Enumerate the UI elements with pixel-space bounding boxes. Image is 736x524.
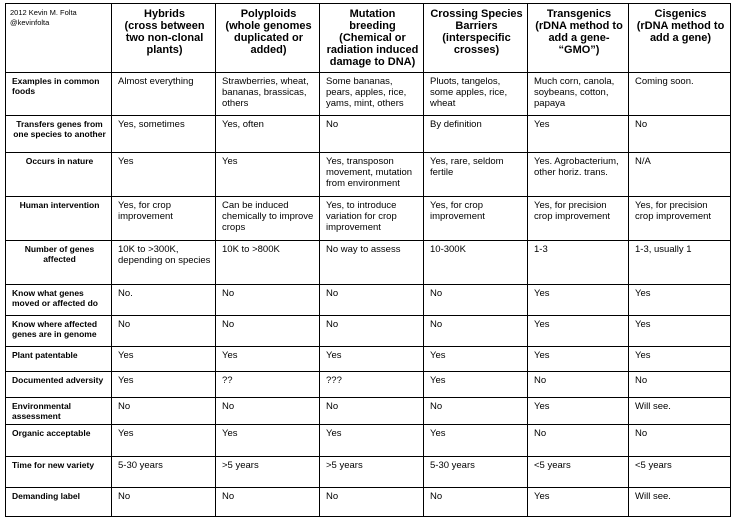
table-cell: >5 years <box>216 457 320 488</box>
table-cell: No <box>629 116 731 153</box>
table-cell: 10K to >800K <box>216 241 320 285</box>
table-cell: Yes <box>216 424 320 457</box>
table-cell: No <box>216 285 320 316</box>
table-cell: No <box>320 116 424 153</box>
table-cell: No <box>112 397 216 424</box>
row-label: Number of genes affected <box>6 241 112 285</box>
row-transfers-genes <box>6 116 731 153</box>
column-subtitle: (rDNA method to add a gene) <box>636 20 725 44</box>
table-cell: Yes <box>424 346 528 372</box>
table-cell: 10-300K <box>424 241 528 285</box>
row-label: Occurs in nature <box>6 152 112 196</box>
column-subtitle: (rDNA method to add a gene- “GMO”) <box>535 20 623 56</box>
table-cell: Yes <box>528 346 629 372</box>
table-cell: Yes <box>112 346 216 372</box>
column-title: Polyploids <box>240 8 297 20</box>
table-cell: Yes, for precision crop improvement <box>629 197 731 241</box>
row-label: Organic acceptable <box>6 424 112 457</box>
table-cell: <5 years <box>629 457 731 488</box>
author-year-name: 2012 Kevin M. Folta <box>10 8 77 17</box>
table-cell: Will see. <box>629 397 731 424</box>
table-cell: No <box>320 397 424 424</box>
row-plant-patentable <box>6 346 731 372</box>
table-cell: Yes, transposon movement, mutation from environment <box>320 152 424 196</box>
table-cell: No <box>629 424 731 457</box>
table-cell: No <box>320 315 424 346</box>
table-cell: No <box>424 488 528 517</box>
row-environmental-assessment <box>6 397 731 424</box>
table-cell: Yes <box>424 372 528 398</box>
table-cell: Yes <box>320 424 424 457</box>
row-label: Plant patentable <box>6 346 112 372</box>
row-know-where-genes <box>6 315 731 346</box>
row-label: Time for new variety <box>6 457 112 488</box>
table-cell: Yes <box>216 346 320 372</box>
row-number-of-genes <box>6 241 731 285</box>
table-cell: Yes <box>112 372 216 398</box>
table-cell: Yes <box>216 152 320 196</box>
table-cell: Yes <box>424 424 528 457</box>
row-time-for-new-variety <box>6 457 731 488</box>
column-subtitle: (Chemical or radiation induced damage to DNA) <box>326 32 419 68</box>
row-know-what-genes <box>6 285 731 316</box>
column-title: Hybrids <box>144 8 185 20</box>
column-subtitle: (interspecific crosses) <box>442 32 511 56</box>
comparison-table <box>5 3 731 517</box>
table-cell: Strawberries, wheat, bananas, brassicas, others <box>216 73 320 116</box>
table-cell: Yes, rare, seldom fertile <box>424 152 528 196</box>
row-organic-acceptable <box>6 424 731 457</box>
table-cell: Yes <box>320 346 424 372</box>
table-cell: Yes, sometimes <box>112 116 216 153</box>
table-cell: Coming soon. <box>629 73 731 116</box>
table-cell: 1-3, usually 1 <box>629 241 731 285</box>
table-cell: Yes <box>112 152 216 196</box>
table-cell: Yes <box>528 397 629 424</box>
table-cell: Yes, to introduce variation for crop improvement <box>320 197 424 241</box>
row-human-intervention <box>6 197 731 241</box>
column-header-polyploids <box>216 4 320 73</box>
table-cell: No way to assess <box>320 241 424 285</box>
table-cell: Yes <box>528 285 629 316</box>
row-examples <box>6 73 731 116</box>
row-demanding-label <box>6 488 731 517</box>
author-credit <box>6 4 112 73</box>
table-cell: Yes, for crop improvement <box>424 197 528 241</box>
table-cell: No <box>216 315 320 346</box>
column-header-crossing-species <box>424 4 528 73</box>
table-cell: No <box>424 397 528 424</box>
table-cell: No. <box>112 285 216 316</box>
table-cell: Yes <box>528 488 629 517</box>
table-cell: No <box>528 372 629 398</box>
table-cell: Almost everything <box>112 73 216 116</box>
table-cell: No <box>216 488 320 517</box>
row-label: Know what genes moved or affected do <box>6 285 112 316</box>
table-cell: >5 years <box>320 457 424 488</box>
table-cell: No <box>320 488 424 517</box>
table-cell: ??? <box>320 372 424 398</box>
table-cell: 5-30 years <box>112 457 216 488</box>
column-title: Crossing Species Barriers <box>430 8 523 32</box>
column-header-transgenics <box>528 4 629 73</box>
table-cell: Yes <box>112 424 216 457</box>
table-cell: Much corn, canola, soybeans, cotton, papaya <box>528 73 629 116</box>
table-cell: Yes. Agrobacterium, other horiz. trans. <box>528 152 629 196</box>
table-cell: Yes <box>629 285 731 316</box>
table-cell: Can be induced chemically to improve crops <box>216 197 320 241</box>
table-cell: No <box>424 285 528 316</box>
table-cell: N/A <box>629 152 731 196</box>
row-label: Documented adversity <box>6 372 112 398</box>
row-label: Demanding label <box>6 488 112 517</box>
table-cell: Will see. <box>629 488 731 517</box>
table-cell: No <box>216 397 320 424</box>
table-cell: <5 years <box>528 457 629 488</box>
column-title: Transgenics <box>546 8 612 20</box>
table-cell: No <box>424 315 528 346</box>
header-row <box>6 4 731 73</box>
table-cell: Yes <box>528 116 629 153</box>
column-title: Cisgenics <box>654 8 707 20</box>
row-occurs-in-nature <box>6 152 731 196</box>
column-title: Mutation breeding <box>349 8 396 32</box>
table-cell: Yes, for crop improvement <box>112 197 216 241</box>
table-cell: Pluots, tangelos, some apples, rice, wheat <box>424 73 528 116</box>
table-cell: No <box>629 372 731 398</box>
row-label: Examples in common foods <box>6 73 112 116</box>
table-cell: ?? <box>216 372 320 398</box>
table-cell: 1-3 <box>528 241 629 285</box>
row-documented-adversity <box>6 372 731 398</box>
table-cell: By definition <box>424 116 528 153</box>
author-handle: @kevinfolta <box>10 18 50 27</box>
row-label: Know where affected genes are in genome <box>6 315 112 346</box>
row-label: Transfers genes from one species to another <box>6 116 112 153</box>
column-header-hybrids <box>112 4 216 73</box>
table-cell: No <box>112 315 216 346</box>
table-cell: Yes, often <box>216 116 320 153</box>
table-cell: Some bananas, pears, apples, rice, yams, mint, others <box>320 73 424 116</box>
table-cell: 5-30 years <box>424 457 528 488</box>
column-subtitle: (cross between two non-clonal plants) <box>124 20 205 56</box>
table-cell: Yes <box>528 315 629 346</box>
table-cell: Yes, for precision crop improvement <box>528 197 629 241</box>
column-subtitle: (whole genomes duplicated or added) <box>225 20 312 56</box>
table-cell: No <box>112 488 216 517</box>
table-cell: No <box>320 285 424 316</box>
column-header-cisgenics <box>629 4 731 73</box>
table-cell: No <box>528 424 629 457</box>
table-cell: 10K to >300K, depending on species <box>112 241 216 285</box>
column-header-mutation-breeding <box>320 4 424 73</box>
row-label: Environmental assessment <box>6 397 112 424</box>
table-cell: Yes <box>629 346 731 372</box>
table-cell: Yes <box>629 315 731 346</box>
row-label: Human intervention <box>6 197 112 241</box>
